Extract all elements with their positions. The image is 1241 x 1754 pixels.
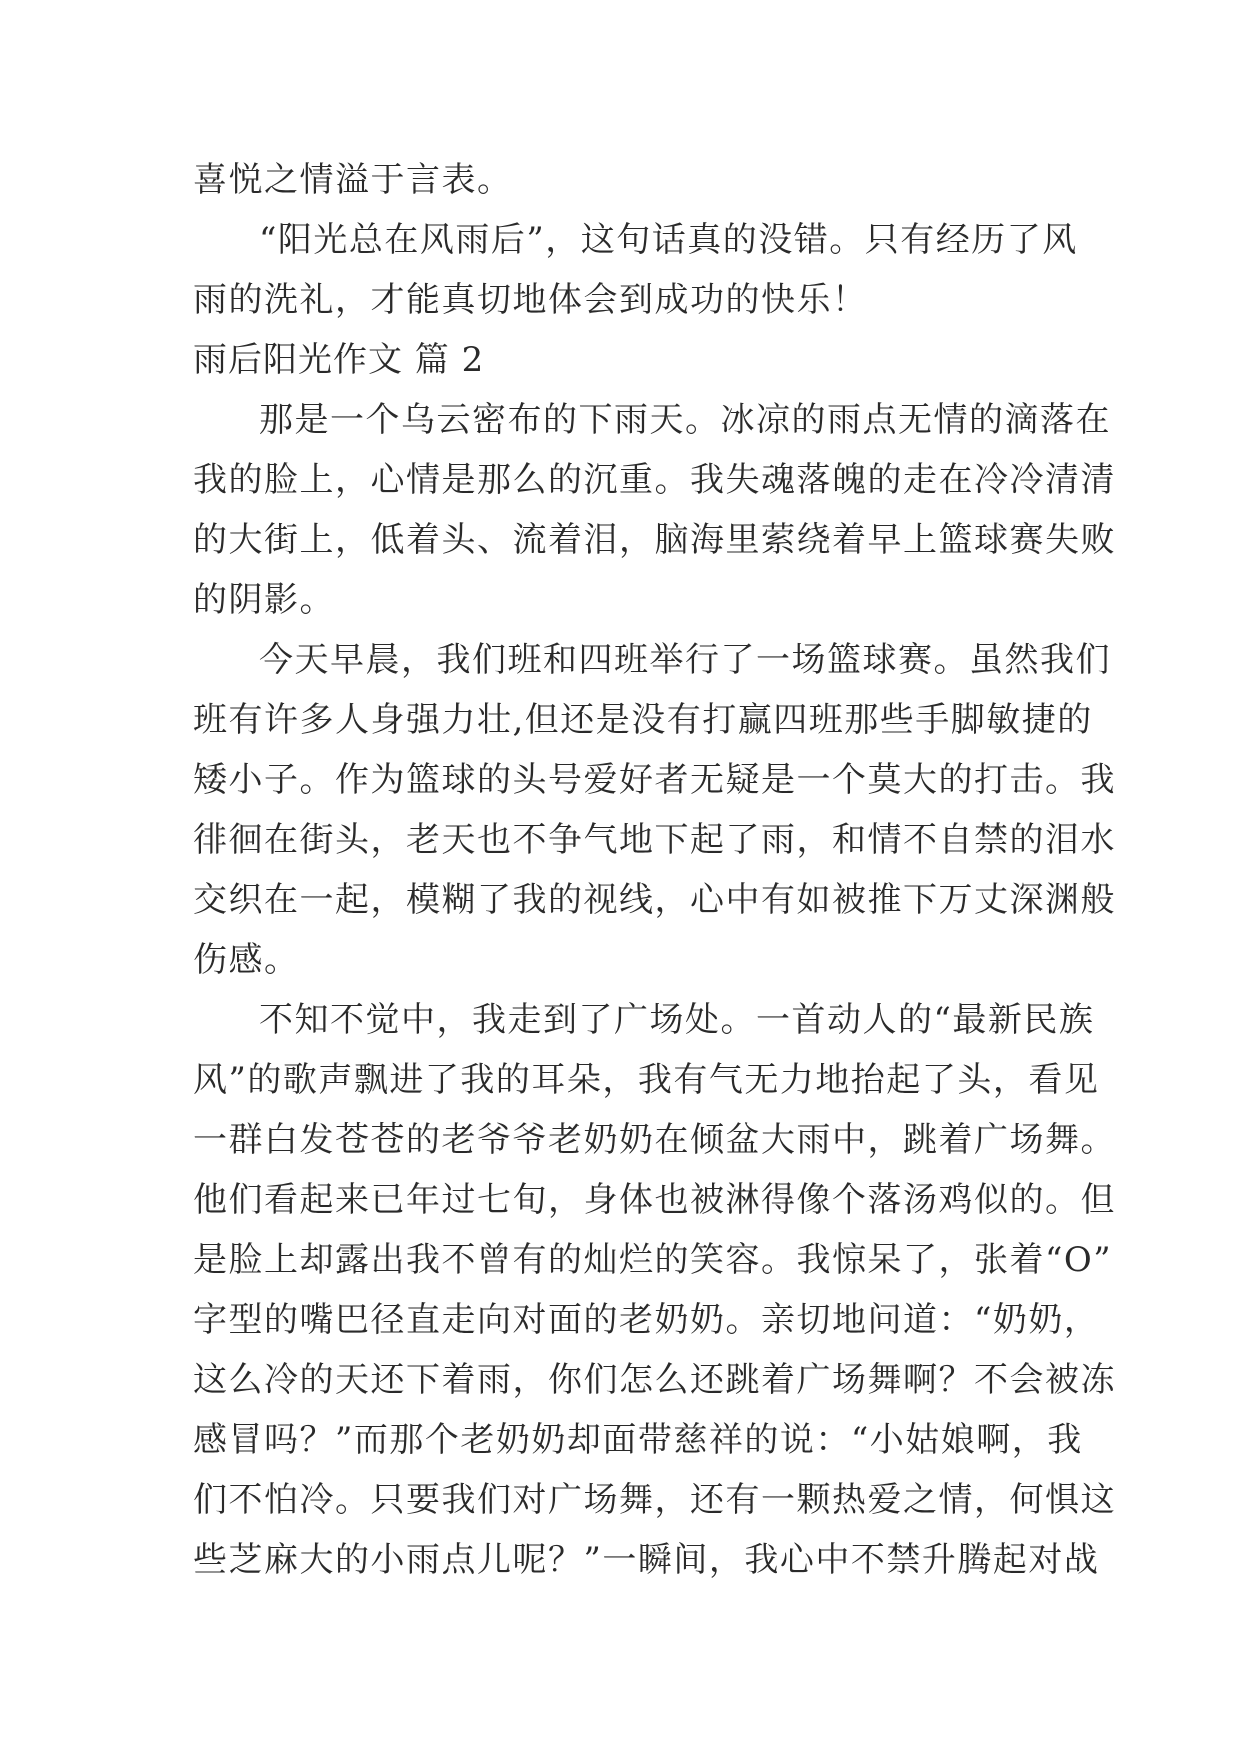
text-line: 我的脸上，心情是那么的沉重。我失魂落魄的走在冷冷清清 <box>193 460 1116 500</box>
section-heading <box>193 330 1053 390</box>
text-line: 们不怕冷。只要我们对广场舞，还有一颗热爱之情，何惧这 <box>193 1480 1116 1520</box>
text-line: 这么冷的天还下着雨，你们怎么还跳着广场舞啊？不会被冻 <box>193 1360 1116 1400</box>
text-line: 一群白发苍苍的老爷爷老奶奶在倾盆大雨中，跳着广场舞。 <box>193 1120 1116 1160</box>
paragraph <box>193 630 1116 990</box>
text-line: 矮小子。作为篮球的头号爱好者无疑是一个莫大的打击。我 <box>193 760 1116 800</box>
text-line: 徘徊在街头，老天也不争气地下起了雨，和情不自禁的泪水 <box>193 820 1116 860</box>
document-body <box>193 150 1116 1590</box>
text-line: 感冒吗？”而那个老奶奶却面带慈祥的说：“小姑娘啊，我 <box>193 1420 1083 1460</box>
text-line: 伤感。 <box>193 940 300 980</box>
text-line: 是脸上却露出我不曾有的灿烂的笑容。我惊呆了，张着“O” <box>193 1240 1113 1280</box>
paragraph <box>193 390 1116 630</box>
heading-text: 雨后阳光作文 篇 2 <box>193 340 485 380</box>
text-line: 他们看起来已年过七旬，身体也被淋得像个落汤鸡似的。但 <box>193 1180 1116 1220</box>
text-line: 喜悦之情溢于言表。 <box>193 160 513 200</box>
text-line: 风”的歌声飘进了我的耳朵，我有气无力地抬起了头，看见 <box>193 1060 1100 1100</box>
paragraph <box>193 150 1053 210</box>
text-line: 字型的嘴巴径直走向对面的老奶奶。亲切地问道：“奶奶， <box>193 1300 1100 1340</box>
text-line: 那是一个乌云密布的下雨天。冰凉的雨点无情的滴落在 <box>259 400 1111 440</box>
text-line: 不知不觉中，我走到了广场处。一首动人的“最新民族 <box>259 1000 1095 1040</box>
text-line: 交织在一起，模糊了我的视线，心中有如被推下万丈深渊般 <box>193 880 1116 920</box>
text-line: 的阴影。 <box>193 580 335 620</box>
text-line: 班有许多人身强力壮,但还是没有打赢四班那些手脚敏捷的 <box>193 700 1093 740</box>
text-line: 些芝麻大的小雨点儿呢？”一瞬间，我心中不禁升腾起对战 <box>193 1540 1100 1580</box>
text-line: 雨的洗礼，才能真切地体会到成功的快乐！ <box>193 280 868 320</box>
paragraph <box>193 210 1078 330</box>
document-page <box>193 150 1116 1590</box>
text-line: 今天早晨，我们班和四班举行了一场篮球赛。虽然我们 <box>259 640 1111 680</box>
paragraph <box>193 990 1116 1590</box>
text-line: “阳光总在风雨后”，这句话真的没错。只有经历了风 <box>259 220 1078 260</box>
text-line: 的大街上，低着头、流着泪，脑海里萦绕着早上篮球赛失败 <box>193 520 1116 560</box>
